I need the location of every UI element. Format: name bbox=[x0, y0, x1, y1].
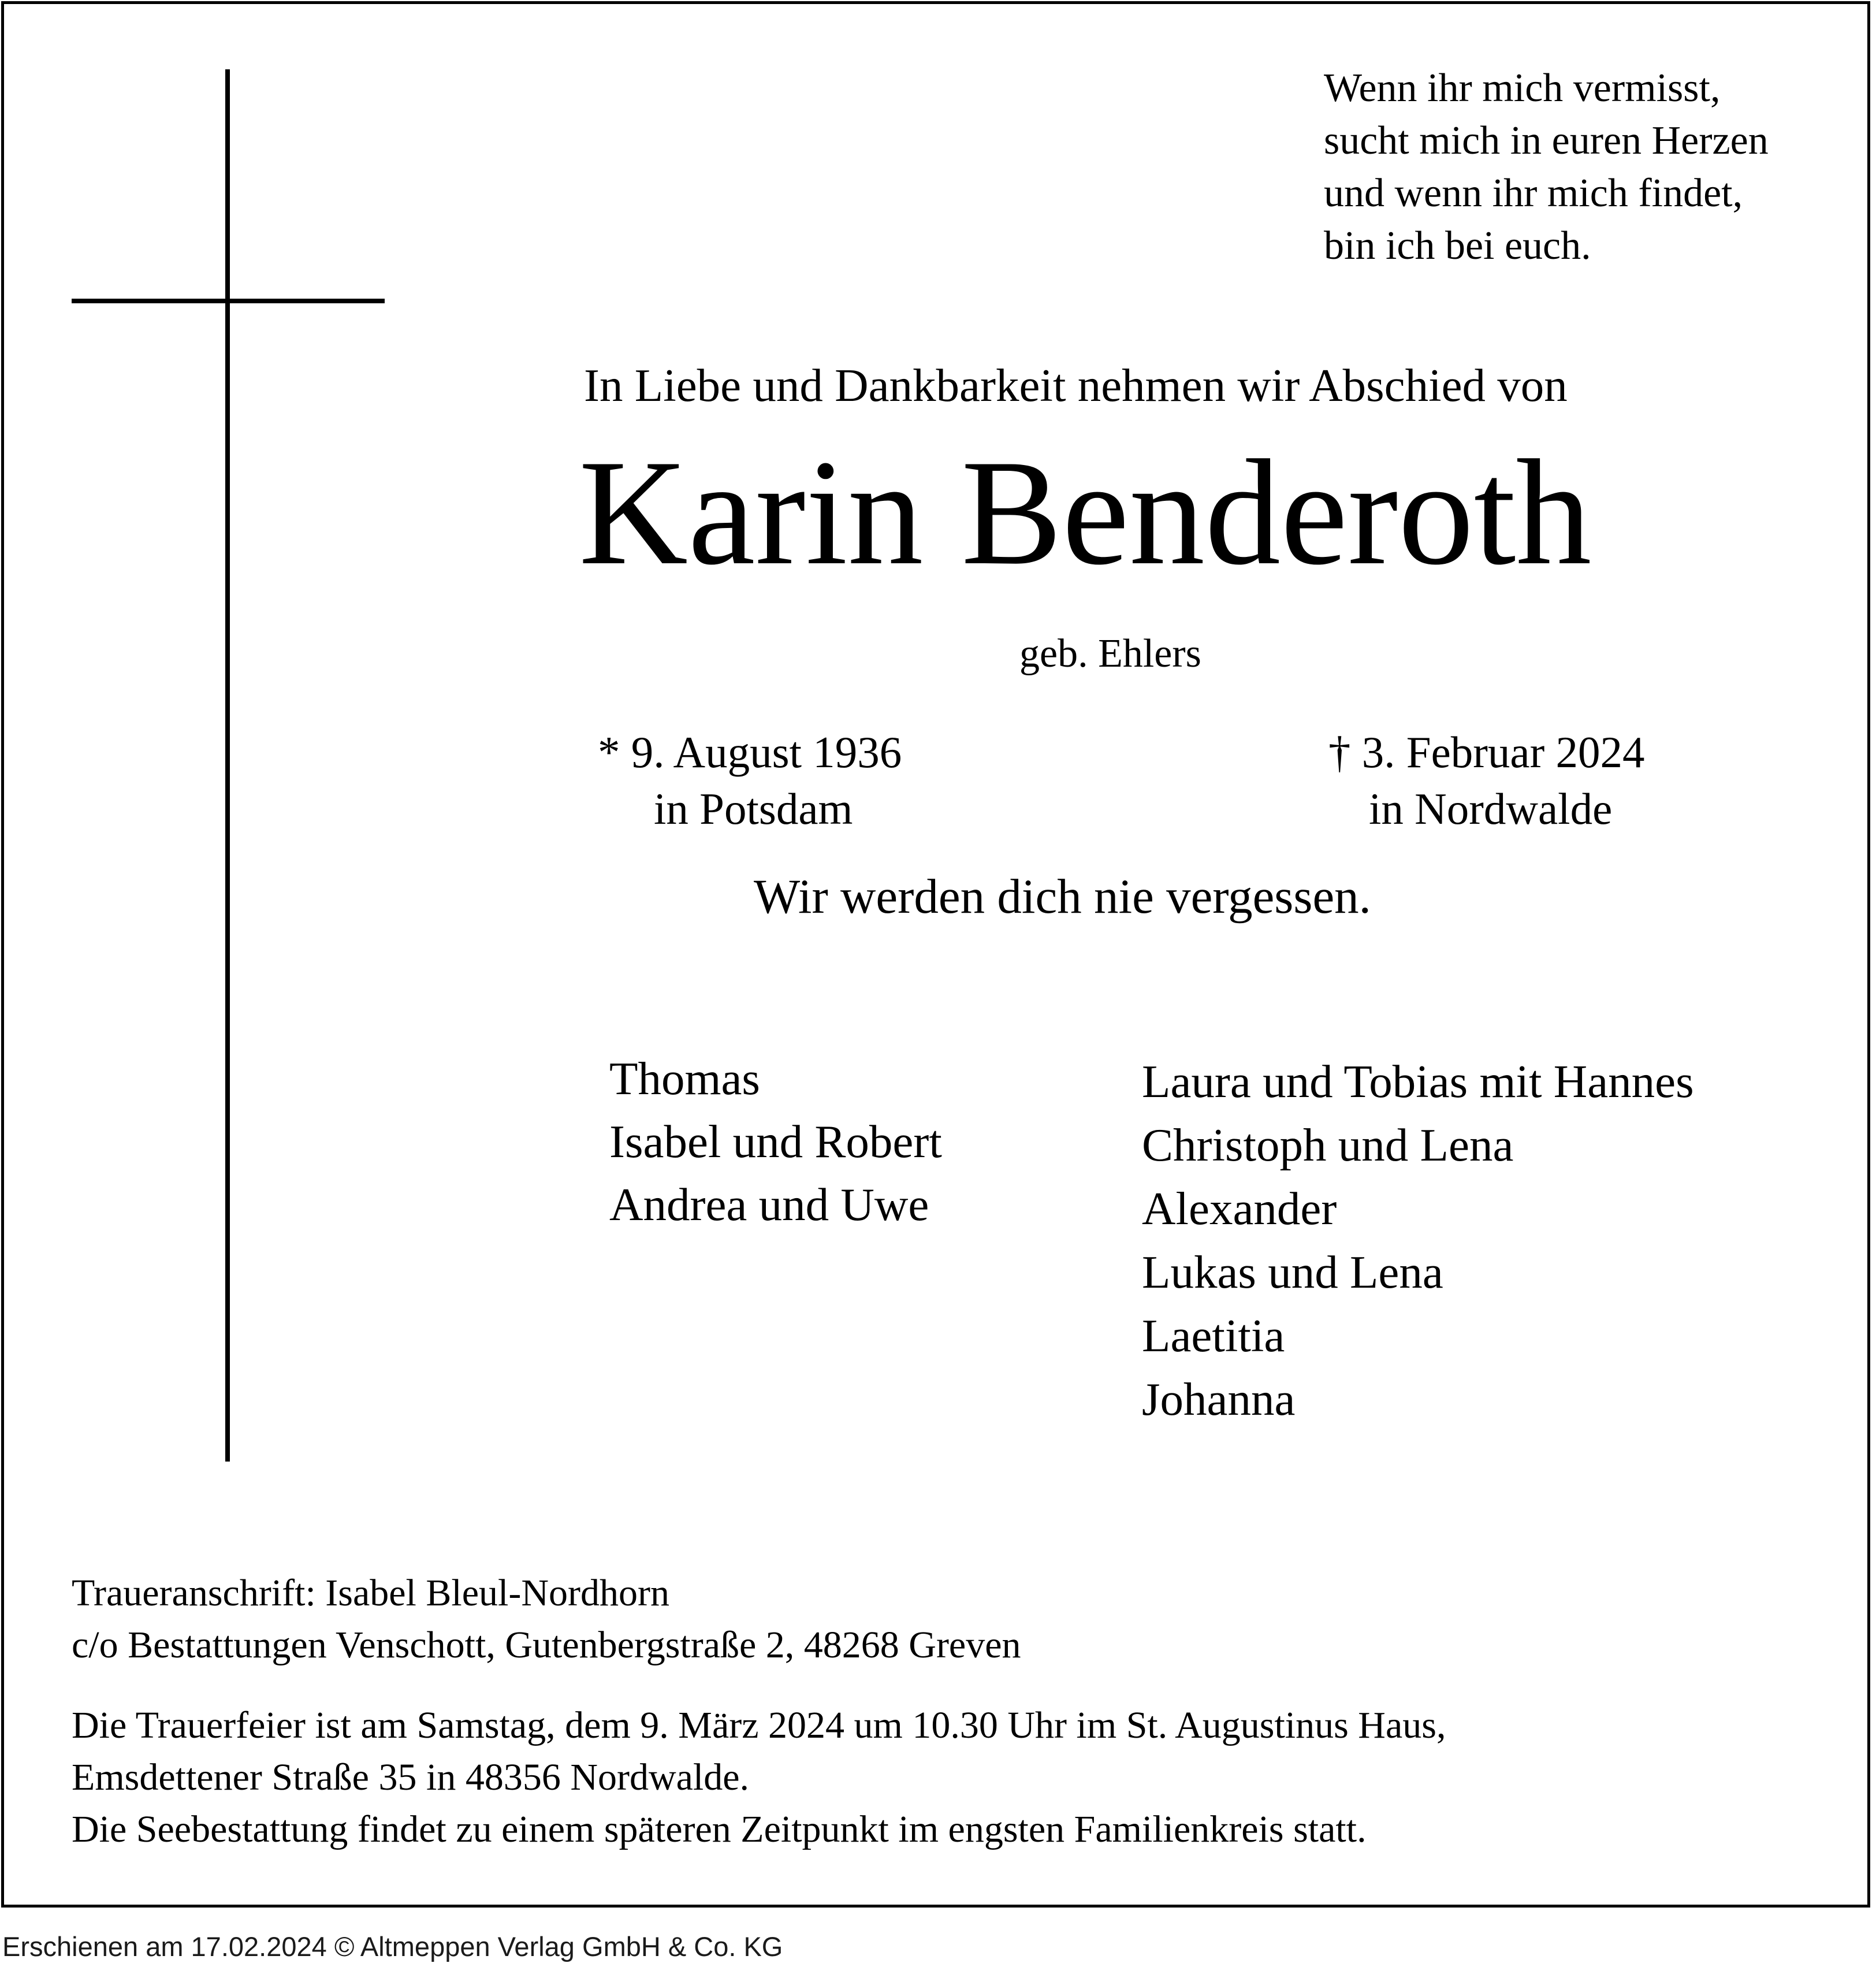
farewell-text: Wir werden dich nie vergessen. bbox=[754, 869, 1371, 924]
ceremony-line: Emsdettener Straße 35 in 48356 Nordwalde. bbox=[72, 1756, 750, 1798]
poem-line: sucht mich in euren Herzen bbox=[1324, 118, 1769, 163]
deceased-name: Karin Benderoth bbox=[579, 429, 1592, 596]
family-member: Alexander bbox=[1142, 1183, 1337, 1235]
family-member: Johanna bbox=[1142, 1373, 1296, 1425]
death-date: † 3. Februar 2024 bbox=[1328, 727, 1645, 777]
family-member: Laetitia bbox=[1142, 1310, 1285, 1362]
poem-line: und wenn ihr mich findet, bbox=[1324, 171, 1743, 215]
ceremony-line: Die Seebestattung findet zu einem späteren Zeitpunkt im engsten Familienkreis statt. bbox=[72, 1808, 1367, 1850]
poem bbox=[1324, 62, 1769, 272]
cross-icon-horizontal-bar bbox=[72, 299, 385, 303]
poem-line: Wenn ihr mich vermisst, bbox=[1324, 66, 1721, 110]
intro-text: In Liebe und Dankbarkeit nehmen wir Abschied von bbox=[584, 359, 1568, 411]
family-member: Andrea und Uwe bbox=[609, 1178, 929, 1230]
obituary-frame bbox=[1, 1, 1870, 1908]
cross-icon-vertical-bar bbox=[225, 69, 230, 1462]
ceremony-line: Die Trauerfeier ist am Samstag, dem 9. März 2024 um 10.30 Uhr im St. Augustinus Haus, bbox=[72, 1704, 1446, 1746]
family-list-left bbox=[609, 1047, 942, 1236]
address-line: c/o Bestattungen Venschott, Gutenbergstraße 2, 48268 Greven bbox=[72, 1624, 1021, 1666]
family-member: Laura und Tobias mit Hannes bbox=[1142, 1055, 1694, 1107]
ceremony-info bbox=[72, 1700, 1446, 1856]
family-member: Lukas und Lena bbox=[1142, 1246, 1443, 1298]
family-member: Isabel und Robert bbox=[609, 1116, 942, 1168]
birth-date: * 9. August 1936 bbox=[598, 727, 902, 777]
mourning-address bbox=[72, 1567, 1021, 1671]
family-list-right bbox=[1142, 1050, 1694, 1431]
family-member: Christoph und Lena bbox=[1142, 1119, 1514, 1171]
address-line: Traueranschrift: Isabel Bleul-Nordhorn bbox=[72, 1572, 669, 1614]
family-member: Thomas bbox=[609, 1053, 760, 1105]
publication-footer: Erschienen am 17.02.2024 © Altmeppen Verlag GmbH & Co. KG bbox=[2, 1931, 783, 1962]
death-place: in Nordwalde bbox=[1369, 784, 1613, 834]
birth-place: in Potsdam bbox=[654, 784, 853, 834]
poem-line: bin ich bei euch. bbox=[1324, 224, 1591, 268]
maiden-name: geb. Ehlers bbox=[1019, 631, 1201, 676]
